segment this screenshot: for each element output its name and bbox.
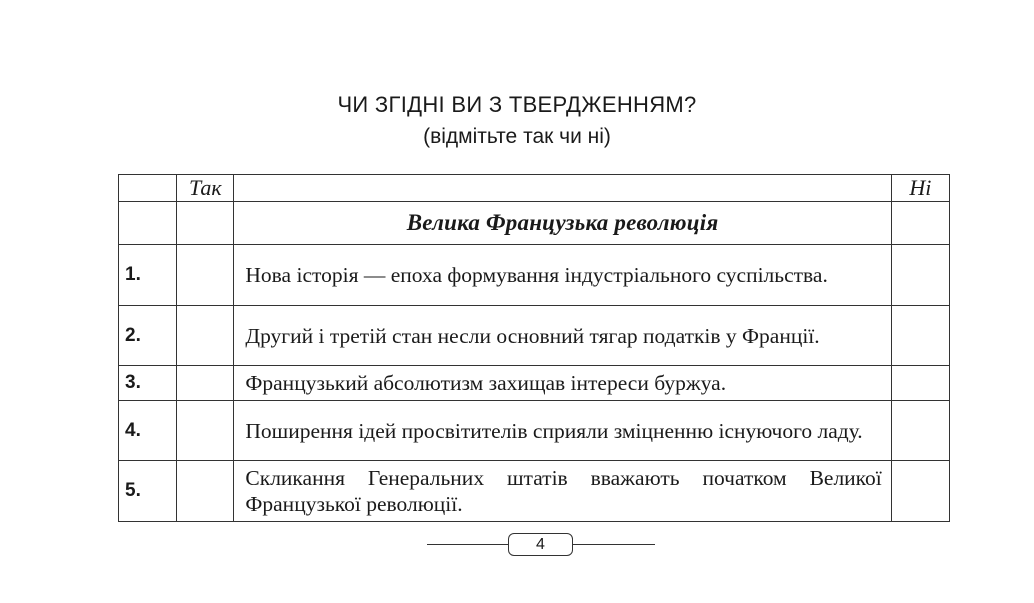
footer-divider-left: [427, 544, 510, 545]
table-row: [119, 306, 950, 366]
page-footer: [427, 533, 655, 557]
section-number-cell: [119, 202, 177, 245]
section-row: [119, 202, 950, 245]
yes-answer-cell[interactable]: [177, 366, 234, 401]
statement-text: Французький абсолютизм захищав інтереси буржуа.: [234, 366, 891, 401]
section-yes-cell: [177, 202, 234, 245]
no-answer-cell[interactable]: [891, 366, 949, 401]
yes-answer-cell[interactable]: [177, 461, 234, 522]
no-answer-cell[interactable]: [891, 401, 949, 461]
table-row: [119, 245, 950, 306]
page-title: ЧИ ЗГІДНІ ВИ З ТВЕРДЖЕННЯМ?: [337, 92, 697, 117]
no-answer-cell[interactable]: [891, 245, 949, 306]
yes-answer-cell[interactable]: [177, 245, 234, 306]
quiz-table: [118, 174, 950, 522]
table-row: [119, 461, 950, 522]
statement-header-cell: [234, 175, 891, 202]
row-number: 4.: [119, 401, 177, 461]
row-number: 3.: [119, 366, 177, 401]
statement-text: Нова історія — епоха формування індустріального суспільства.: [234, 245, 891, 306]
number-header-cell: [119, 175, 177, 202]
no-column-header: Ні: [891, 175, 949, 202]
table-row: [119, 366, 950, 401]
footer-divider-right: [572, 544, 655, 545]
page-number: 4: [508, 533, 573, 556]
no-answer-cell[interactable]: [891, 461, 949, 522]
row-number: 1.: [119, 245, 177, 306]
no-answer-cell[interactable]: [891, 306, 949, 366]
table-row: [119, 401, 950, 461]
yes-column-header: Так: [177, 175, 234, 202]
row-number: 5.: [119, 461, 177, 522]
table-header-row: [119, 175, 950, 202]
yes-answer-cell[interactable]: [177, 306, 234, 366]
section-title: Велика Французька революція: [234, 202, 891, 245]
page-subtitle: (відмітьте так чи ні): [423, 125, 611, 148]
statement-text: Поширення ідей просвітителів сприяли зміцненню існуючого ладу.: [234, 401, 891, 461]
yes-answer-cell[interactable]: [177, 401, 234, 461]
section-no-cell: [891, 202, 949, 245]
statement-text: Скликання Генеральних штатів вважають початком Великої Французької революції.: [234, 461, 891, 522]
row-number: 2.: [119, 306, 177, 366]
statement-text: Другий і третій стан несли основний тягар податків у Франції.: [234, 306, 891, 366]
